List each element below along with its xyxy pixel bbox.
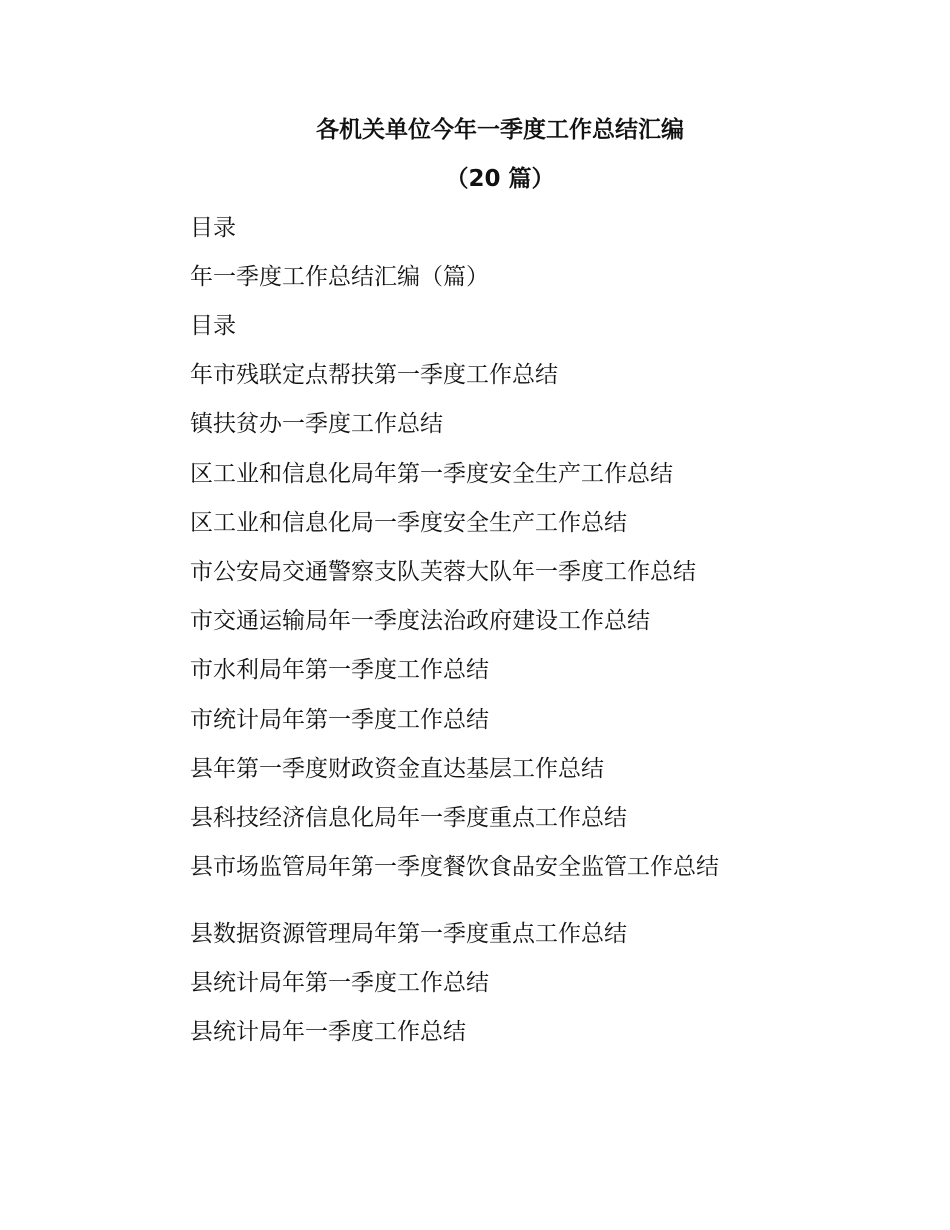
toc-line: 目录 bbox=[190, 215, 236, 241]
toc-line: 市统计局年第一季度工作总结 bbox=[190, 707, 489, 733]
toc-line: 县市场监管局年第一季度餐饮食品安全监管工作总结 bbox=[190, 854, 719, 880]
toc-line: 市水利局年第一季度工作总结 bbox=[190, 657, 489, 683]
toc-line: 区工业和信息化局年第一季度安全生产工作总结 bbox=[190, 461, 673, 487]
toc-line: 镇扶贫办一季度工作总结 bbox=[190, 411, 443, 437]
toc-line: 县年第一季度财政资金直达基层工作总结 bbox=[190, 756, 604, 782]
toc-line: 年市残联定点帮扶第一季度工作总结 bbox=[190, 362, 558, 388]
toc-line: 年一季度工作总结汇编（篇） bbox=[190, 264, 489, 290]
document-title: 各机关单位今年一季度工作总结汇编 bbox=[316, 117, 684, 143]
document-subtitle: （20 篇） bbox=[445, 166, 555, 192]
toc-line: 县科技经济信息化局年一季度重点工作总结 bbox=[190, 805, 627, 831]
toc-line: 区工业和信息化局一季度安全生产工作总结 bbox=[190, 510, 627, 536]
toc-line: 县统计局年一季度工作总结 bbox=[190, 1019, 466, 1045]
toc-line: 县统计局年第一季度工作总结 bbox=[190, 970, 489, 996]
toc-line: 目录 bbox=[190, 313, 236, 339]
toc-line: 市交通运输局年一季度法治政府建设工作总结 bbox=[190, 608, 650, 634]
toc-line: 市公安局交通警察支队芙蓉大队年一季度工作总结 bbox=[190, 559, 696, 585]
toc-line: 县数据资源管理局年第一季度重点工作总结 bbox=[190, 921, 627, 947]
